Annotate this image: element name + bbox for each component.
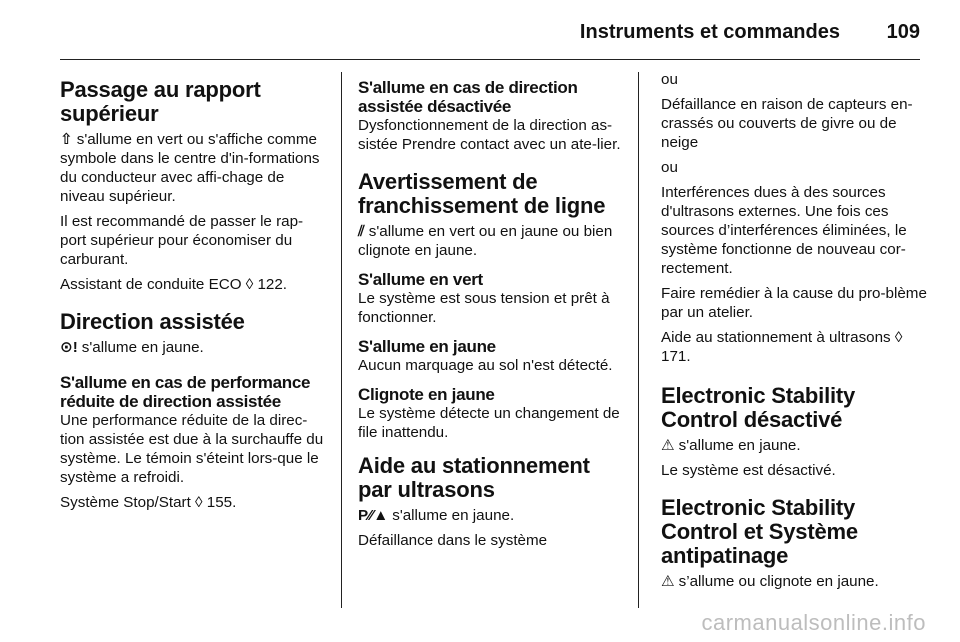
traction-control-icon: ⚠: [661, 573, 675, 590]
text: s'allume en jaune.: [81, 339, 204, 356]
section-esc-off: [661, 384, 927, 480]
paragraph: ou: [661, 71, 678, 88]
text: s'allume en vert ou s'affiche comme symbole dans le centre d'in-formations du conducteur avec affi-chage de niveau supérieur.: [60, 131, 320, 205]
text: s'allume en jaune.: [678, 437, 801, 454]
section-blink: [358, 385, 624, 442]
column-1: [60, 70, 324, 522]
paragraph: Une performance réduite de la direc-tion assistée est due à la surchauffe du système. Le témoin s'éteint lors-que le système a refroidi.: [60, 412, 324, 486]
section-esc-tc: [661, 496, 927, 591]
heading-esc-off: Electronic Stability Control désactivé: [661, 383, 856, 432]
header-rule: [60, 59, 920, 60]
heading-esc-tc: Electronic Stability Control et Système antipatinage: [661, 495, 858, 568]
section-reduced-performance: [60, 373, 324, 512]
paragraph: ou: [661, 159, 678, 176]
paragraph: Il est recommandé de passer le rap-port supérieur pour économiser du carburant.: [60, 213, 304, 268]
paragraph: Le système détecte un changement de file inattendu.: [358, 405, 620, 441]
section-yellow: [358, 337, 624, 375]
paragraph: Dysfonctionnement de la direction as-sistée Prendre contact avec un ate-lier.: [358, 117, 621, 153]
section-parking-cont: [661, 70, 927, 366]
page-number: 109: [886, 21, 920, 43]
esc-off-icon: ⚠: [661, 437, 675, 454]
header-title: Instruments et commandes: [579, 21, 840, 43]
section-green: [358, 270, 624, 327]
section-parking: [358, 454, 624, 550]
paragraph: Le système est sous tension et prêt à fonctionner.: [358, 290, 610, 326]
steering-warning-icon: ⊙!: [60, 339, 78, 356]
heading-upshift: Passage au rapport supérieur: [60, 77, 261, 126]
column-3: [661, 70, 927, 607]
paragraph: [661, 572, 927, 591]
section-lane-departure: [358, 170, 624, 260]
paragraph: [358, 222, 624, 260]
text: s’allume ou clignote en jaune.: [678, 573, 879, 590]
paragraph: [358, 506, 624, 525]
paragraph: Défaillance en raison de capteurs en-crassés ou couverts de givre ou de neige: [661, 96, 913, 151]
column-divider-1: [341, 72, 342, 608]
paragraph: Aide au stationnement à ultrasons ◊ 171.: [661, 329, 903, 365]
paragraph: Assistant de conduite ECO ◊ 122.: [60, 276, 288, 293]
paragraph: [60, 130, 324, 206]
lane-departure-icon: ⫽: [358, 223, 365, 240]
heading-reduced-performance: S'allume en cas de performance réduite de direction assistée: [60, 373, 311, 411]
page-header: [60, 18, 920, 58]
heading-yellow: S'allume en jaune: [358, 337, 496, 356]
heading-parking: Aide au stationnement par ultrasons: [358, 453, 590, 502]
heading-power-steering: Direction assistée: [60, 309, 245, 334]
section-power-steering: [60, 310, 324, 357]
paragraph: Faire remédier à la cause du pro-blème par un atelier.: [661, 285, 927, 321]
upshift-icon: ⇧: [60, 131, 73, 148]
section-upshift: [60, 78, 324, 294]
paragraph: Défaillance dans le système: [358, 532, 548, 549]
watermark: carmanualsonline.info: [701, 610, 926, 635]
paragraph: Aucun marquage au sol n'est détecté.: [358, 357, 613, 374]
paragraph: [661, 436, 927, 455]
parking-sensor-icon: P⁄⁄▲: [358, 507, 389, 524]
paragraph: [60, 338, 324, 357]
heading-steering-off: S'allume en cas de direction assistée désactivée: [358, 78, 578, 116]
column-2: [358, 70, 624, 560]
paragraph: Système Stop/Start ◊ 155.: [60, 494, 237, 511]
text: s'allume en vert ou en jaune ou bien clignote en jaune.: [358, 223, 613, 259]
column-divider-2: [638, 72, 639, 608]
section-steering-off: [358, 78, 624, 154]
text: s'allume en jaune.: [392, 507, 515, 524]
paragraph: Le système est désactivé.: [661, 462, 836, 479]
heading-blink: Clignote en jaune: [358, 385, 495, 404]
heading-lane-departure: Avertissement de franchissement de ligne: [358, 169, 606, 218]
heading-green: S'allume en vert: [358, 270, 483, 289]
paragraph: Interférences dues à des sources d'ultrasons externes. Une fois ces sources d’interférences éliminées, le système fonctionne de nouveau cor-rectement.: [661, 184, 907, 277]
